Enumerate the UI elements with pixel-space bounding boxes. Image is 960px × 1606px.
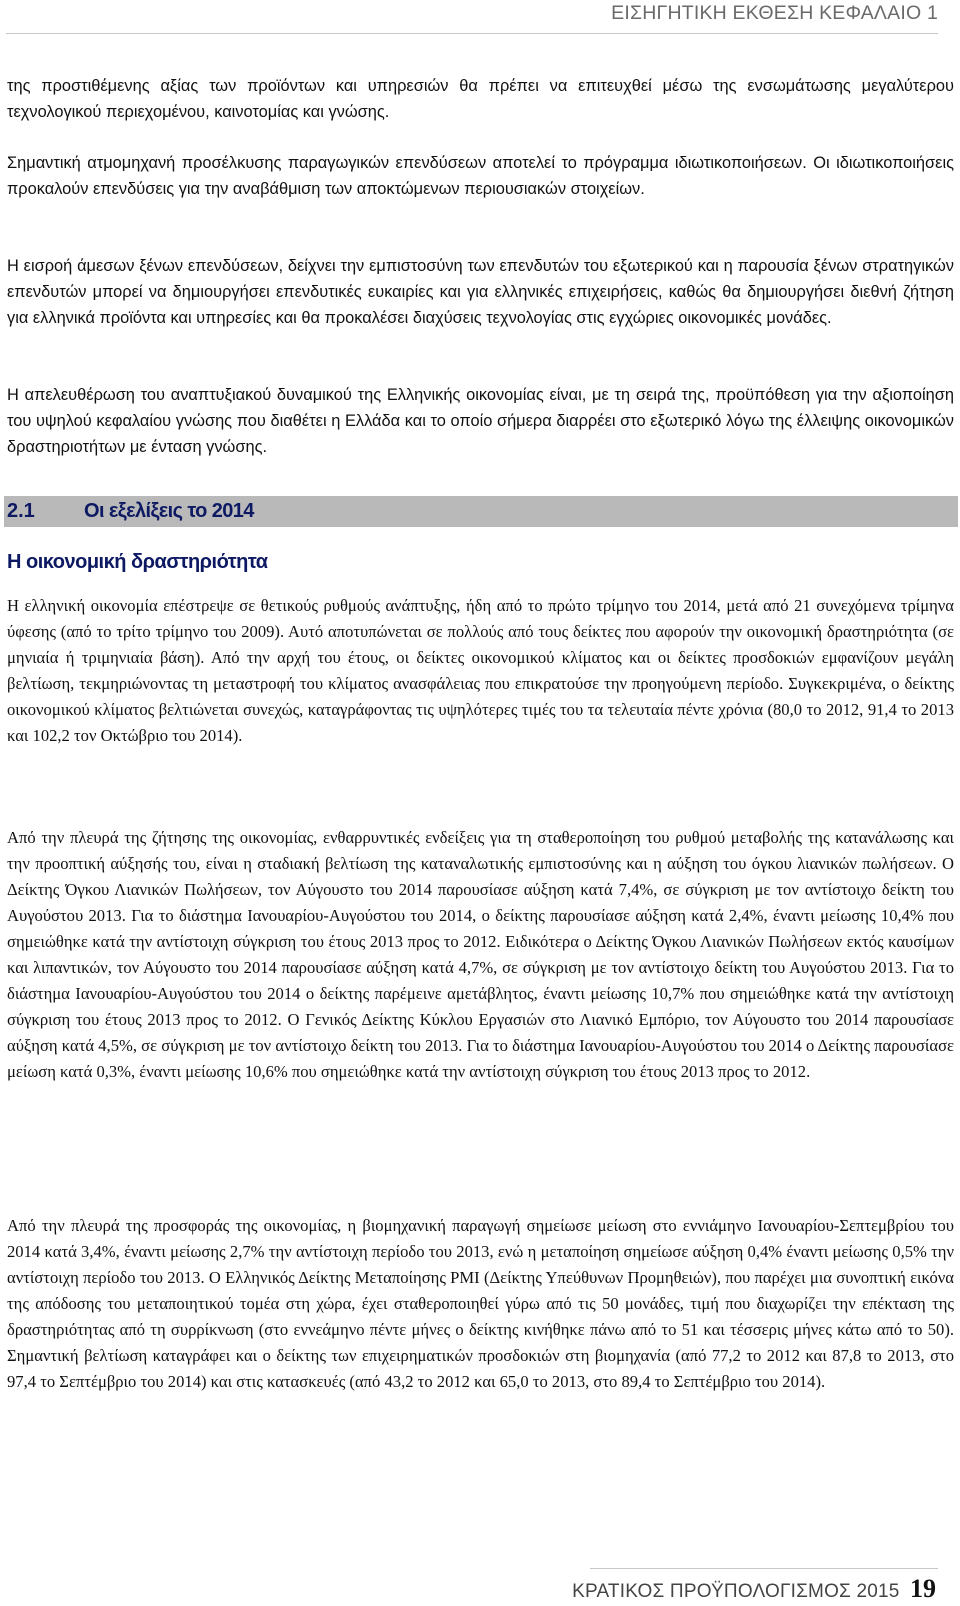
paragraph-foreign-investment: Η εισροή άμεσων ξένων επενδύσεων, δείχνει την εμπιστοσύνη των επενδυτών του εξωτερικού και η παρουσία ξένων στρατηγικών επενδυτών μπορεί να δημιουργήσει επενδυτικές ευκαιρίες και για ελληνικές επιχειρήσεις, καθώς θα δημιουργήσει διεθνή ζήτηση για ελληνικά προϊόντα και υπηρεσίες και θα προκαλέσει διαχύσεις τεχνολογίας στις εγχώριες οικονομικές μονάδες. bbox=[7, 257, 954, 327]
paragraph-growth-return: Η ελληνική οικονομία επέστρεψε σε θετικούς ρυθμούς ανάπτυξης, ήδη από το πρώτο τρίμηνο του 2014, μετά από 21 συνεχόμενα τρίμηνα ύφεσης (από το τρίτο τρίμηνο του 2009). Αυτό αποτυπώνεται σε πολλούς από τους δείκτες που αφορούν την οικονομική δραστηριότητα (σε μηνιαία ή τριμηνιαία βάση). Από την αρχή του έτους, οι δείκτες οικονομικού κλίματος και οι δείκτες προσδοκιών εμφανίζουν μεγάλη βελτίωση, τεκμηριώνοντας τη μεταστροφή του κλίματος ανασφάλειας που επικρατούσε την προηγούμενη περίοδο. Συγκεκριμένα, ο δείκτης οικονομικού κλίματος βελτιώνεται συνεχώς, καταγράφοντας τις υψηλότερες τιμές του τα τελευταία πέντε χρόνια (80,0 το 2012, 91,4 το 2013 και 102,2 τον Οκτώβριο του 2014). bbox=[7, 596, 954, 745]
section-heading-bar bbox=[4, 496, 958, 527]
paragraph-supply-side: Από την πλευρά της προσφοράς της οικονομίας, η βιομηχανική παραγωγή σημείωσε μείωση στο εννιάμηνο Ιανουαρίου-Σεπτεμβρίου του 2014 κατά 3,4%, έναντι μείωσης 2,7% την αντίστοιχη περίοδο του 2013, ενώ η μεταποίηση σημείωσε αύξηση 0,4% έναντι μείωσης 0,5% την αντίστοιχη περίοδο του 2013. Ο Ελληνικός Δείκτης Μεταποίησης PMI (Δείκτης Υπεύθυνων Προμηθειών), που παρέχει μια συνοπτική εικόνα της απόδοσης του μεταποιητικού τομέα στη χώρα, έχει σταθεροποιηθεί γύρω από τις 50 μονάδες, τιμή που διαχωρίζει την επέκταση της δραστηριότητας από τη συρρίκνωση (στο εννεάμηνο πέντε μήνες ο δείκτης κινήθηκε πάνω από το 51 και τέσσερις μήνες κάτω από το 50). Σημαντική βελτίωση καταγράφει και ο δείκτης των επιχειρηματικών προσδοκιών στη βιομηχανία (από 77,2 το 2012 και 87,8 το 2013, στο 97,4 το Σεπτέμβριο του 2014) και στις κατασκευές (από 43,2 το 2012 και 65,0 το 2013, στο 89,4 το Σεπτέμβριο του 2014). bbox=[7, 1216, 954, 1391]
paragraph-privatizations: Σημαντική ατμομηχανή προσέλκυσης παραγωγικών επενδύσεων αποτελεί το πρόγραμμα ιδιωτικοποιήσεων. Οι ιδιωτικοποιήσεις προκαλούν επενδύσεις για την αναβάθμιση των αποκτώμενων περιουσιακών στοιχείων. bbox=[7, 154, 954, 198]
paragraph-knowledge-capital: Η απελευθέρωση του αναπτυξιακού δυναμικού της Ελληνικής οικονομίας είναι, με τη σειρά της, προϋπόθεση για την αξιοποίηση του υψηλού κεφαλαίου γνώσης που διαθέτει η Ελλάδα και το οποίο σήμερα διαρρέει στο εξωτερικό λόγω της έλλειψης οικονομικών δραστηριοτήτων με ένταση γνώσης. bbox=[7, 386, 954, 456]
paragraph-demand-side: Από την πλευρά της ζήτησης της οικονομίας, ενθαρρυντικές ενδείξεις για τη σταθεροποίηση του ρυθμού μεταβολής της κατανάλωσης και την προοπτική αύξησής του, είναι η σταδιακή βελτίωση της καταναλωτικής εμπιστοσύνης και η αύξηση του όγκου λιανικών πωλήσεων. Ο Δείκτης Όγκου Λιανικών Πωλήσεων, τον Αύγουστο του 2014 παρουσίασε αύξηση κατά 7,4%, σε σύγκριση με τον αντίστοιχο δείκτη του Αυγούστου 2013. Για το διάστημα Ιανουαρίου-Αυγούστου του 2014, ο δείκτης παρουσίασε αύξηση κατά 2,4%, έναντι μείωσης 10,4% που σημειώθηκε κατά την αντίστοιχη σύγκριση του έτους 2013 προς το 2012. Ειδικότερα ο Δείκτης Όγκου Λιανικών Πωλήσεων εκτός καυσίμων και λιπαντικών, τον Αύγουστο του 2014 παρουσίασε αύξηση κατά 4,7%, σε σύγκριση με τον αντίστοιχο δείκτη του Αυγούστου 2013. Για το διάστημα Ιανουαρίου-Αυγούστου του 2014 ο δείκτης παρέμεινε αμετάβλητος, έναντι μείωσης 10,7% που σημειώθηκε κατά την αντίστοιχη σύγκριση του έτους 2013 προς το 2012. Ο Γενικός Δείκτης Κύκλου Εργασιών στο Λιανικό Εμπόριο, τον Αύγουστο του 2014 παρουσίασε αύξηση κατά 4,5%, σε σύγκριση με τον αντίστοιχο δείκτη του 2013. Για το διάστημα Ιανουαρίου-Αυγούστου του 2014 ο Δείκτης παρουσίασε μείωση κατά 0,3%, έναντι μείωσης 10,6% που σημειώθηκε κατά την αντίστοιχη σύγκριση του έτους 2013 προς το 2012. bbox=[7, 828, 954, 1081]
subsection-heading: Η οικονομική δραστηριότητα bbox=[7, 551, 268, 573]
footer-publication: ΚΡΑΤΙΚΟΣ ΠΡΟΫΠΟΛΟΓΙΣΜΟΣ 2015 bbox=[572, 1581, 900, 1602]
footer-divider bbox=[590, 1568, 938, 1569]
header-divider bbox=[6, 33, 938, 34]
page-footer bbox=[572, 1574, 936, 1604]
page-number: 19 bbox=[910, 1574, 936, 1603]
paragraph-value-added: της προστιθέμενης αξίας των προϊόντων και υπηρεσιών θα πρέπει να επιτευχθεί μέσω της ενσωμάτωσης μεγαλύτερου τεχνολογικού περιεχομένου, καινοτομίας και γνώσης. bbox=[7, 77, 954, 121]
section-title: Οι εξελίξεις το 2014 bbox=[84, 500, 254, 522]
section-number: 2.1 bbox=[7, 500, 35, 522]
running-header: ΕΙΣΗΓΗΤΙΚΗ ΕΚΘΕΣΗ ΚΕΦΑΛΑΙΟ 1 bbox=[611, 2, 938, 24]
